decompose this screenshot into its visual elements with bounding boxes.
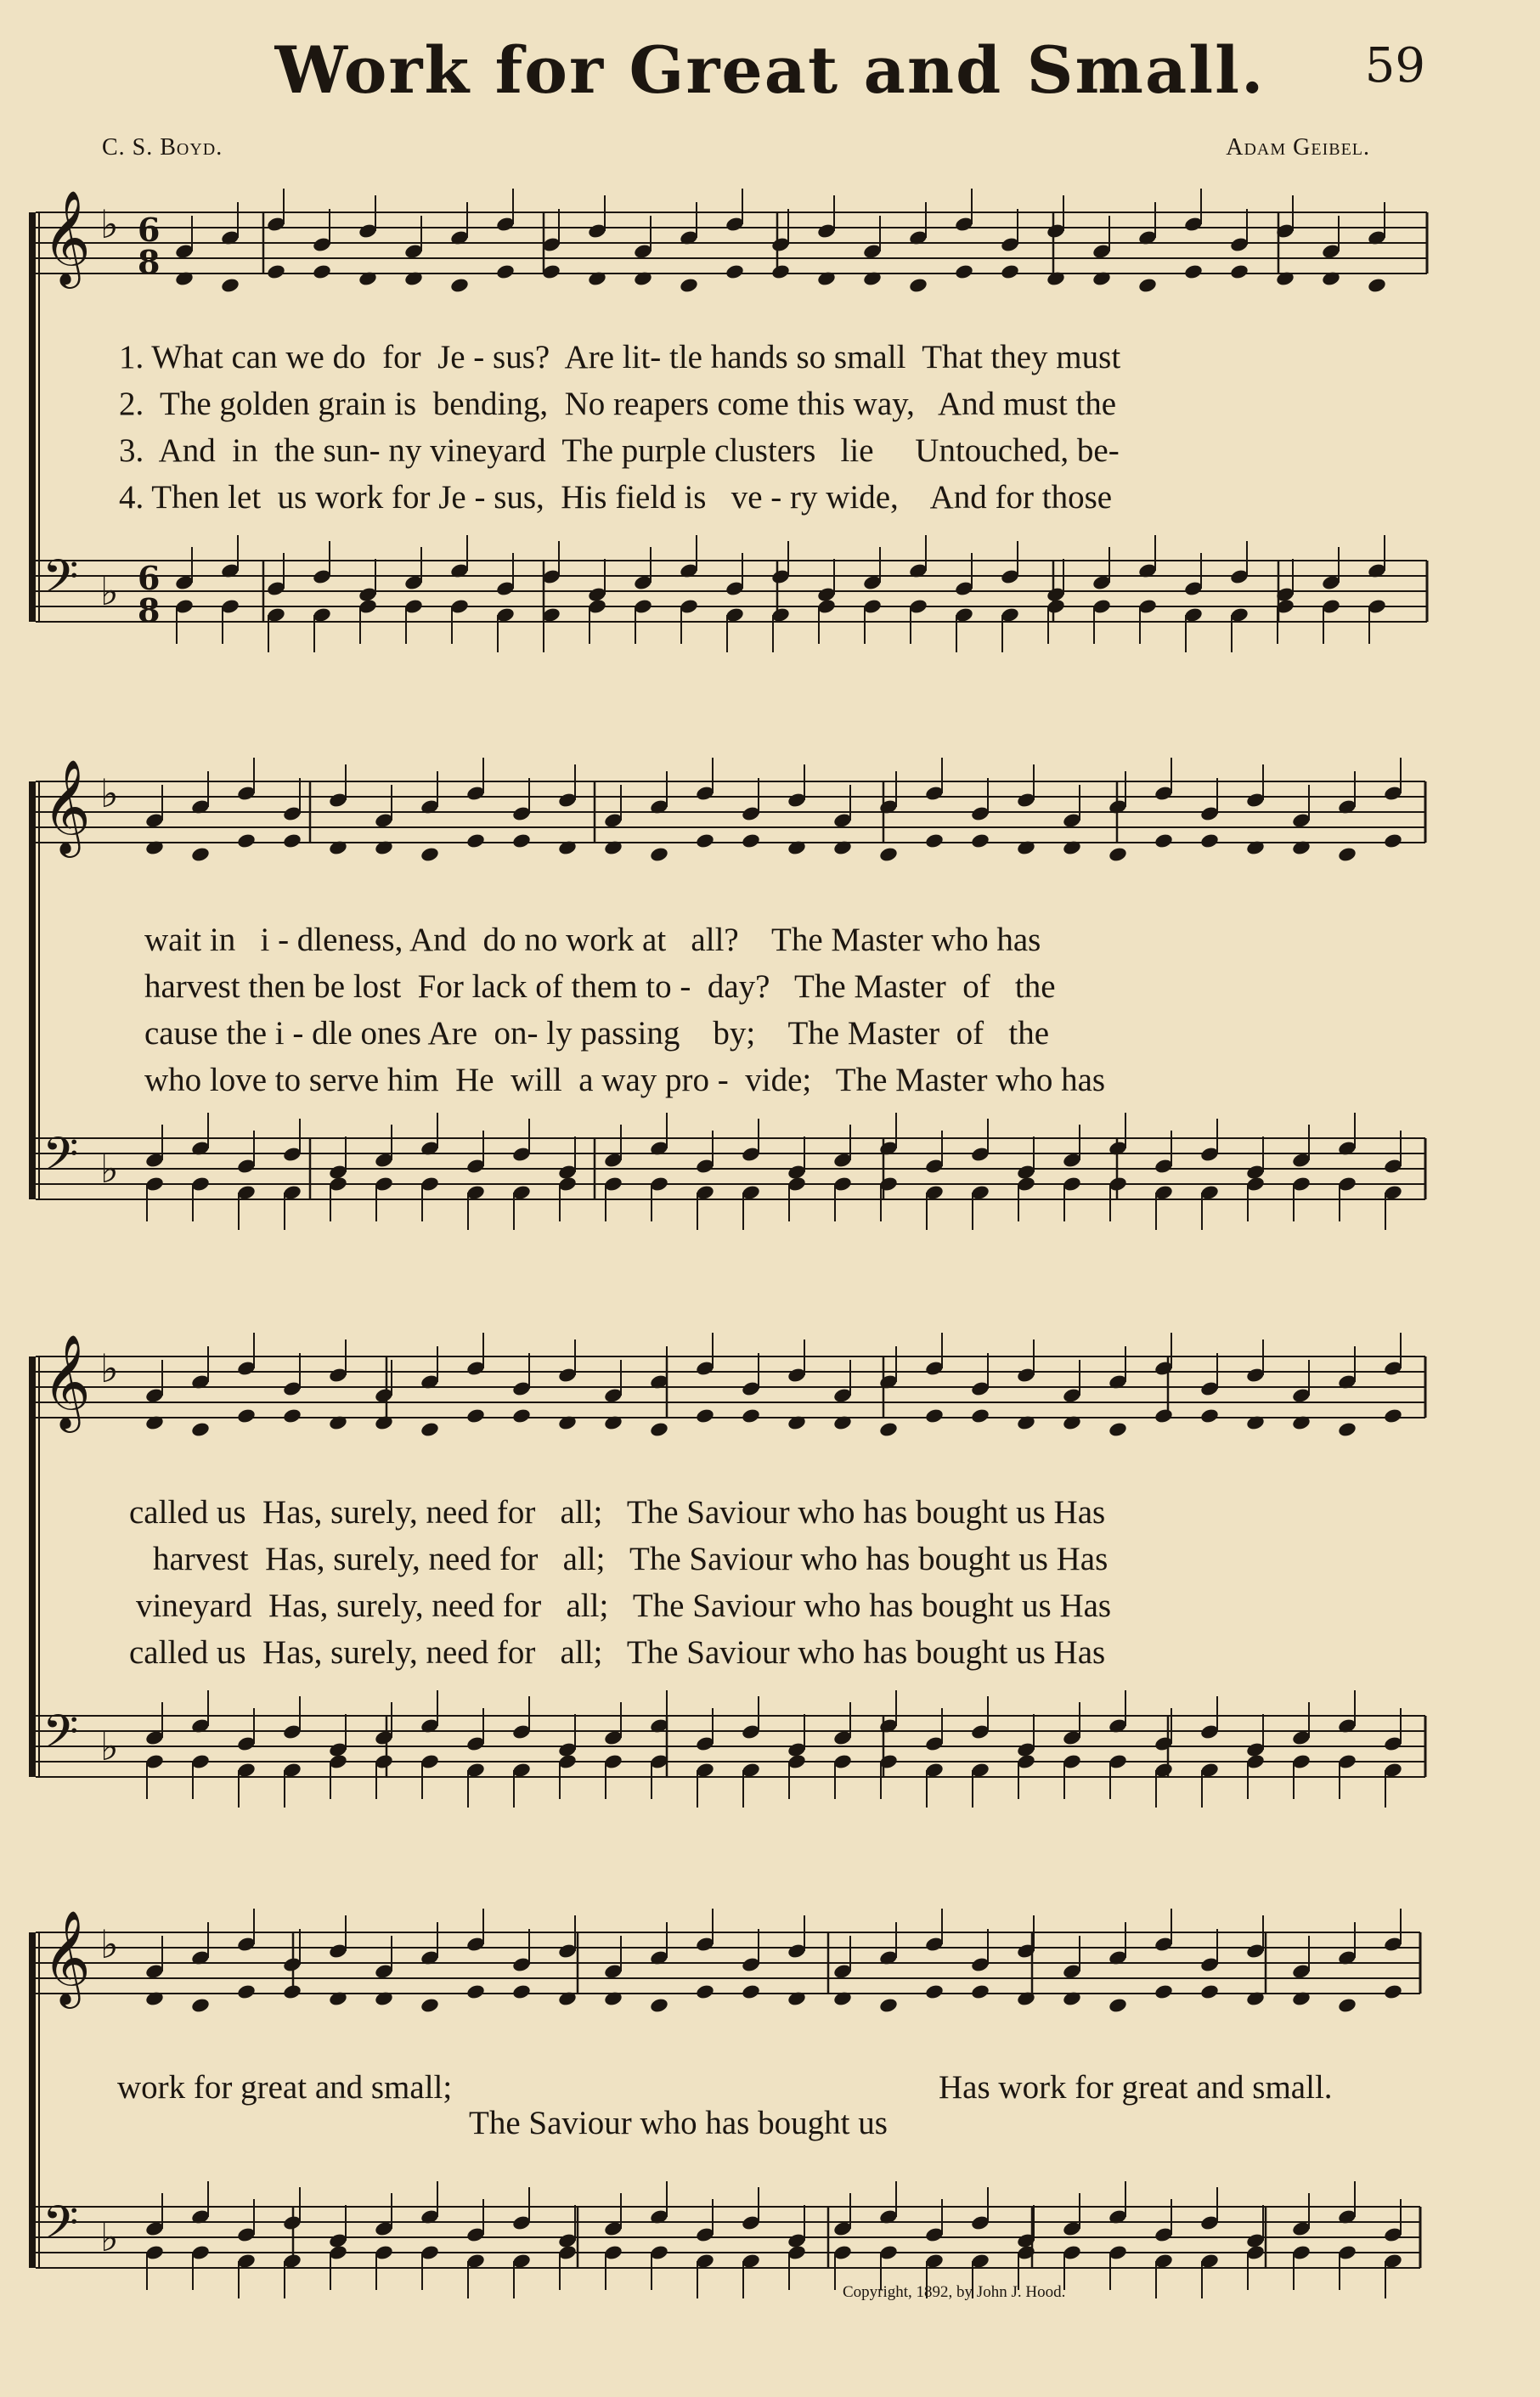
- note-head: [190, 846, 211, 863]
- note-head: [770, 263, 791, 280]
- note-head: [695, 832, 715, 849]
- time-signature-bottom: 8: [138, 243, 161, 281]
- verse-2-line: harvest then be lost For lack of them to - day? The Master of the: [144, 968, 1056, 1005]
- bass-clef-icon: 𝄢: [42, 2196, 79, 2261]
- time-signature-bottom: 8: [138, 591, 161, 629]
- note-head: [970, 1407, 990, 1424]
- treble-clef-icon: 𝄞: [42, 1909, 91, 2005]
- note-head: [236, 832, 257, 849]
- note-head: [190, 1997, 211, 2014]
- treble-clef-icon: 𝄞: [42, 189, 91, 285]
- refrain-line-end: Has work for great and small.: [939, 2069, 1333, 2106]
- note-head: [511, 1407, 532, 1424]
- composer-credit: Adam Geibel.: [1226, 134, 1370, 161]
- note-head: [695, 1983, 715, 2000]
- verse-3-line: 3. And in the sun- ny vineyard The purple clusters lie Untouched, be-: [119, 432, 1120, 469]
- note-head: [1337, 846, 1357, 863]
- verse-4-line: who love to serve him He will a way pro - vide; The Master who has: [144, 1062, 1106, 1098]
- note-head: [970, 832, 990, 849]
- note-head: [190, 1421, 211, 1438]
- note-head: [495, 263, 516, 280]
- note-head: [420, 1421, 440, 1438]
- note-head: [1337, 1421, 1357, 1438]
- note-head: [1229, 263, 1249, 280]
- key-flat-icon: ♭: [100, 1146, 119, 1192]
- verse-1-line: called us Has, surely, need for all; The Saviour who has bought us Has: [129, 1494, 1106, 1531]
- note-head: [282, 832, 302, 849]
- note-head: [649, 846, 669, 863]
- note-head: [236, 1983, 257, 2000]
- note-head: [1383, 1983, 1403, 2000]
- note-head: [741, 1983, 761, 2000]
- note-head: [1108, 846, 1128, 863]
- verse-1-line: 1. What can we do for Je - sus? Are lit- tle hands so small That they must: [119, 339, 1121, 375]
- lyricist-credit: C. S. Boyd.: [102, 134, 223, 161]
- note-head: [924, 832, 945, 849]
- bass-refrain-line: The Saviour who has bought us: [469, 2105, 888, 2141]
- bass-clef-icon: 𝄢: [42, 1127, 79, 1193]
- key-flat-icon: ♭: [100, 1723, 119, 1769]
- note-head: [1383, 1407, 1403, 1424]
- note-head: [465, 832, 486, 849]
- copyright-notice: Copyright, 1892, by John J. Hood.: [843, 2283, 1066, 2301]
- note-head: [878, 846, 899, 863]
- verse-3-line: vineyard Has, surely, need for all; The Saviour who has bought us Has: [136, 1588, 1112, 1624]
- note-head: [420, 846, 440, 863]
- verse-2-line: harvest Has, surely, need for all; The Saviour who has bought us Has: [153, 1541, 1108, 1577]
- note-head: [1154, 1407, 1174, 1424]
- note-head: [1337, 1997, 1357, 2014]
- note-head: [266, 263, 286, 280]
- note-head: [1000, 263, 1020, 280]
- treble-clef-icon: 𝄞: [42, 1334, 91, 1429]
- note-head: [908, 277, 928, 294]
- note-head: [878, 1997, 899, 2014]
- note-head: [312, 263, 332, 280]
- key-flat-icon: ♭: [100, 568, 119, 614]
- refrain-line: work for great and small;: [117, 2069, 453, 2106]
- note-head: [465, 1407, 486, 1424]
- note-head: [511, 832, 532, 849]
- note-head: [924, 1407, 945, 1424]
- note-head: [465, 1983, 486, 2000]
- note-head: [695, 1407, 715, 1424]
- key-flat-icon: ♭: [100, 2214, 119, 2260]
- key-flat-icon: ♭: [100, 770, 119, 816]
- note-head: [420, 1997, 440, 2014]
- verse-1-line: wait in i - dleness, And do no work at all? The Master who has: [144, 922, 1041, 958]
- verse-4-line: called us Has, surely, need for all; The Saviour who has bought us Has: [129, 1634, 1106, 1671]
- note-head: [1154, 1983, 1174, 2000]
- note-head: [220, 277, 240, 294]
- note-head: [679, 277, 699, 294]
- note-head: [1137, 277, 1158, 294]
- time-signature-top: 6: [138, 559, 161, 597]
- key-flat-icon: ♭: [100, 1345, 119, 1391]
- hymn-title: Work for Great and Small.: [274, 32, 1266, 108]
- note-head: [970, 1983, 990, 2000]
- note-head: [1108, 1421, 1128, 1438]
- treble-clef-icon: 𝄞: [42, 759, 91, 854]
- note-head: [725, 263, 745, 280]
- note-head: [954, 263, 974, 280]
- note-head: [649, 1421, 669, 1438]
- note-head: [449, 277, 470, 294]
- note-head: [649, 1997, 669, 2014]
- note-head: [741, 832, 761, 849]
- note-head: [1199, 1983, 1220, 2000]
- verse-4-line: 4. Then let us work for Je - sus, His field is ve - ry wide, And for those: [119, 479, 1113, 516]
- note-head: [1199, 1407, 1220, 1424]
- note-head: [511, 1983, 532, 2000]
- note-head: [878, 1421, 899, 1438]
- note-head: [1108, 1997, 1128, 2014]
- time-signature-top: 6: [138, 211, 161, 249]
- note-head: [1183, 263, 1204, 280]
- note-head: [1154, 832, 1174, 849]
- key-flat-icon: ♭: [100, 201, 119, 247]
- bass-clef-icon: 𝄢: [42, 1705, 79, 1770]
- note-head: [236, 1407, 257, 1424]
- note-head: [1383, 832, 1403, 849]
- page-number: 59: [1364, 38, 1425, 93]
- note-head: [282, 1983, 302, 2000]
- note-head: [1199, 832, 1220, 849]
- key-flat-icon: ♭: [100, 1921, 119, 1967]
- note-head: [282, 1407, 302, 1424]
- note-head: [741, 1407, 761, 1424]
- bass-clef-icon: 𝄢: [42, 550, 79, 615]
- note-head: [924, 1983, 945, 2000]
- verse-2-line: 2. The golden grain is bending, No reapers come this way, And must the: [119, 386, 1117, 422]
- note-head: [1367, 277, 1387, 294]
- verse-3-line: cause the i - dle ones Are on- ly passing by; The Master of the: [144, 1015, 1050, 1052]
